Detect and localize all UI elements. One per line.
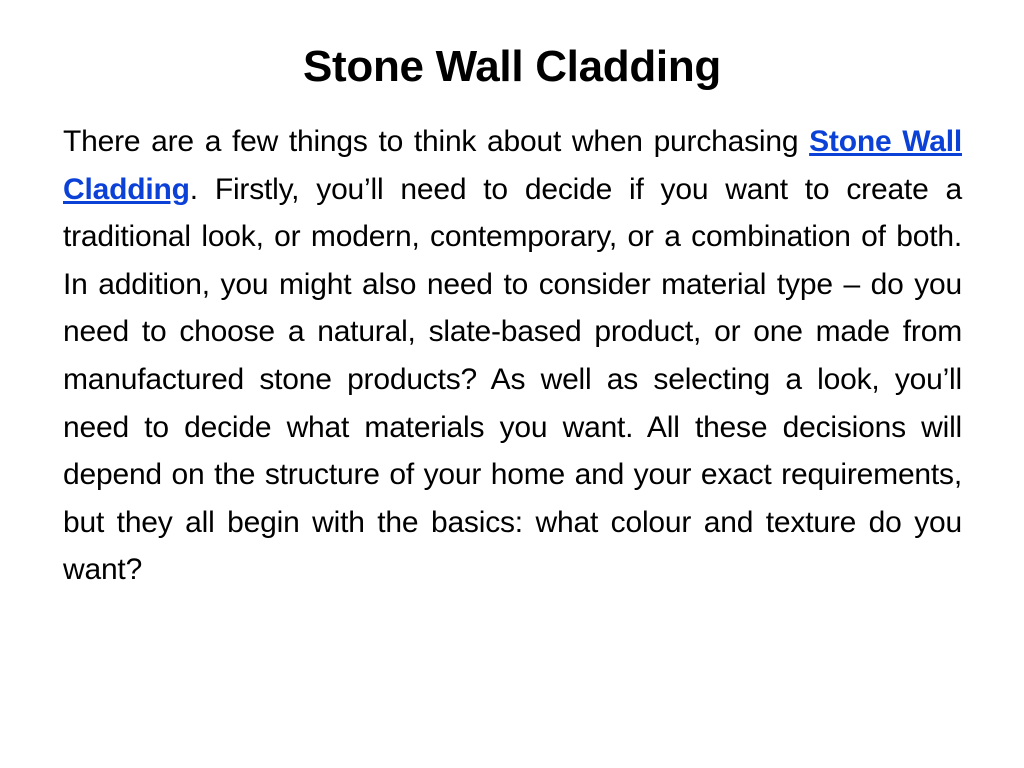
stone-wall-cladding-link[interactable]: Stone Wall Cladding	[63, 125, 962, 206]
body-text-intro: There are a few things to think about when purchasing	[63, 125, 810, 158]
body-text-main: . Firstly, you’ll need to decide if you want to create a traditional look, or modern, contemporary, or a combination of both. In addition, you might also need to consider material type – do you need to choose a natural, slate-based product, or one made from manufactured stone products? As well as selecting a look, you’ll need to decide what materials you want. All these decisions will depend on the structure of your home and your exact requirements, but they all begin with the basics: what colour and texture do you want?	[63, 172, 962, 587]
slide-title: Stone Wall Cladding	[303, 42, 721, 91]
slide-body-paragraph	[63, 118, 962, 594]
